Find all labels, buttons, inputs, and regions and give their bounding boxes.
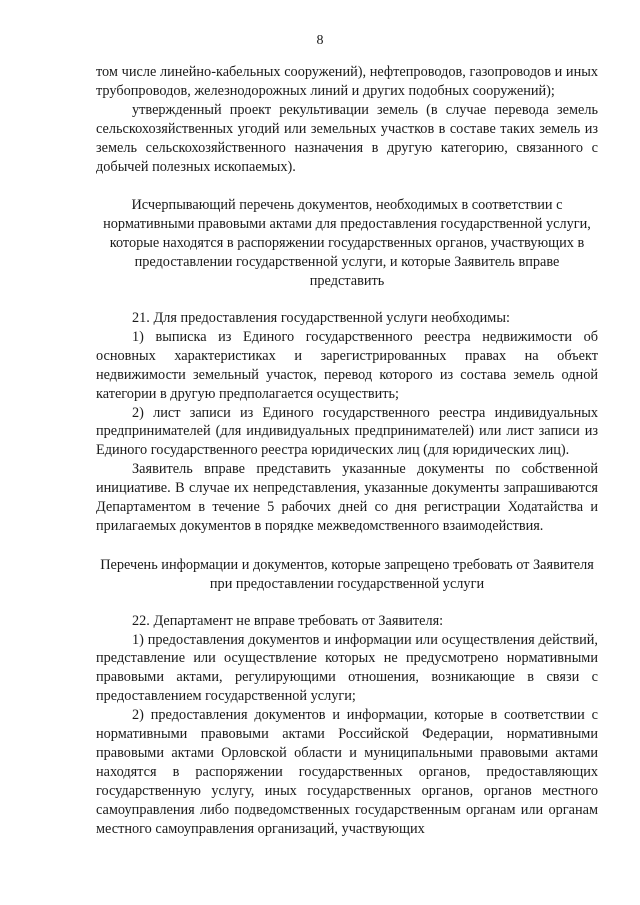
clause-22-item-1: 1) предоставления документов и информации или осуществления действий, представление или осуществление которых не предусмотрено нормативными правовыми актами, регулирующими отношения, возникающие в связи с предоставлением государственной услуги; xyxy=(96,631,598,705)
paragraph-applicant-right: Заявитель вправе представить указанные документы по собственной инициативе. В случае их непредставления, указанные документы запрашиваются Департаментом в течение 5 рабочих дней со дня регистрации Ходатайства и прилагаемых документов в порядке межведомственного взаимодействия. xyxy=(96,461,598,534)
section-heading-documents-list: Исчерпывающий перечень документов, необходимых в соответствии с нормативными правовыми актами для предоставления государственной услуги, которые находятся в распоряжении государственных органов, участвующих в предоставлении государственной услуги, и которые Заявитель вправе представить xyxy=(103,197,591,290)
document-body xyxy=(96,63,598,839)
clause-21-item-2: 2) лист записи из Единого государственного реестра индивидуальных предпринимателей (для индивидуальных предпринимателей) или лист записи из Единого государственного реестра юридических лиц (для юридических лиц). xyxy=(96,404,598,459)
clause-21-item-1: 1) выписка из Единого государственного реестра недвижимости об основных характеристиках и зарегистрированных правах на объект недвижимости земельный участок, перевод которого из состава земель одной категории в другую предполагается осуществить; xyxy=(96,328,598,402)
clause-22-item-2: 2) предоставления документов и информации, которые в соответствии с нормативными правовыми актами Российской Федерации, нормативными правовыми актами Орловской области и муниципальными правовыми актами находятся в распоряжении государственных органов, предоставляющих государственную услугу, иных государственных органов, органов местного самоуправления либо подведомственных государственным органам или органам местного самоуправления организаций, участвующих xyxy=(96,707,598,837)
page-number: 8 xyxy=(316,33,324,48)
section-heading-prohibited-requests: Перечень информации и документов, которые запрещено требовать от Заявителя при предоставлении государственной услуги xyxy=(100,556,594,592)
clause-21: 21. Для предоставления государственной услуги необходимы: xyxy=(132,309,510,326)
paragraph-recultivation-project: утвержденный проект рекультивации земель (в случае перевода земель сельскохозяйственных угодий или земельных участков в составе таких земель из земель сельскохозяйственного назначения в другую категорию, связанного с добычей полезных ископаемых). xyxy=(96,101,598,175)
paragraph-pipelines-continued: том числе линейно-кабельных сооружений), нефтепроводов, газопроводов и иных трубопроводов, железнодорожных линий и других подобных сооружений); xyxy=(96,64,598,99)
clause-22: 22. Департамент не вправе требовать от Заявителя: xyxy=(132,612,444,629)
